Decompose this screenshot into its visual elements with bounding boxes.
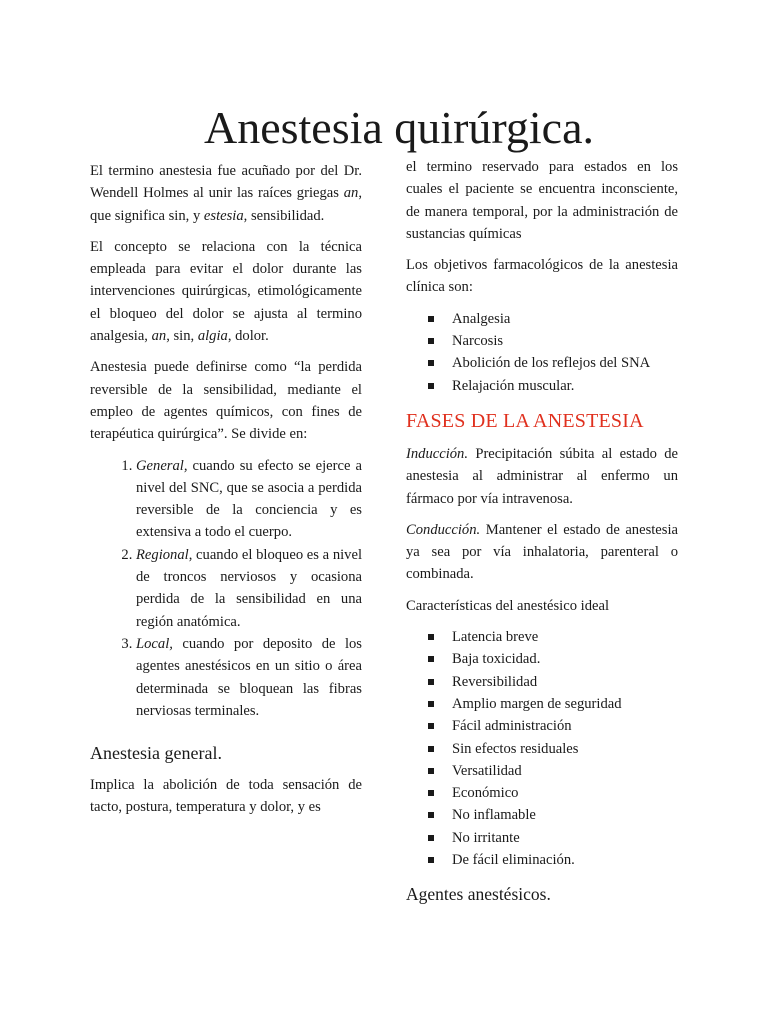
list-item-local: 3. Local, cuando por deposito de los agentes anestésicos en un sitio o área determinada se bloquean las fibras nerviosas terminales.	[136, 633, 362, 722]
list-item: Narcosis	[428, 330, 678, 352]
list-item: No inflamable	[428, 804, 678, 826]
paragraph-continuation: el termino reservado para estados en los cuales el paciente se encuentra inconsciente, de manera temporal, por la administración de sustancias químicas	[406, 159, 678, 242]
list-item: Latencia breve	[428, 626, 678, 648]
right-column	[406, 156, 678, 907]
left-column	[90, 160, 362, 828]
heading-agentes: Agentes anestésicos.	[406, 884, 551, 905]
list-item: De fácil eliminación.	[428, 849, 678, 871]
heading-anestesia-general: Anestesia general.	[90, 743, 222, 764]
characteristics-list	[406, 626, 678, 871]
list-item: Relajación muscular.	[428, 375, 678, 397]
list-item: Reversibilidad	[428, 671, 678, 693]
paragraph-conduccion: Conducción. Mantener el estado de anestesia ya sea por vía inhalatoria, parenteral o combinada.	[406, 521, 678, 583]
list-item: Analgesia	[428, 308, 678, 330]
paragraph-characteristics-intro: Características del anestésico ideal	[406, 597, 610, 614]
anesthesia-types-list	[90, 455, 362, 723]
list-item: Sin efectos residuales	[428, 738, 678, 760]
list-item: Económico	[428, 782, 678, 804]
paragraph-general-definition: Implica la abolición de toda sensación de tacto, postura, temperatura y dolor, y es	[90, 777, 362, 816]
paragraph-definition: Anestesia puede definirse como “la perdida reversible de la sensibilidad, mediante el empleo de agentes químicos, con fines de terapéutica quirúrgica”. Se divide en:	[90, 359, 362, 443]
paragraph-objectives-intro: Los objetivos farmacológicos de la anestesia clínica son:	[406, 257, 678, 296]
document-title: Anestesia quirúrgica.	[203, 102, 595, 153]
list-item: No irritante	[428, 827, 678, 849]
paragraph-concept: El concepto se relaciona con la técnica empleada para evitar el dolor durante las intervenciones quirúrgicas, etimológicamente el bloqueo del dolor se ajusta al termino analgesia, an, sin, algia, dolor.	[90, 238, 362, 345]
list-item: Amplio margen de seguridad	[428, 693, 678, 715]
paragraph-induccion: Inducción. Precipitación súbita al estado de anestesia al administrar al enfermo un fármaco por vía intravenosa.	[406, 445, 678, 507]
list-item: Baja toxicidad.	[428, 648, 678, 670]
objectives-list	[406, 308, 678, 397]
list-item-general: 1. General, cuando su efecto se ejerce a nivel del SNC, que se asocia a perdida reversible de la conciencia y es extensiva a todo el cuerpo.	[136, 455, 362, 544]
paragraph-etymology: El termino anestesia fue acuñado por del Dr. Wendell Holmes al unir las raíces griegas an, que significa sin, y estesia, sensibilidad.	[90, 163, 362, 224]
heading-fases: FASES DE LA ANESTESIA	[406, 409, 644, 432]
list-item-regional: 2. Regional, cuando el bloqueo es a nivel de troncos nerviosos y ocasiona perdida de la sensibilidad en una región anatómica.	[136, 544, 362, 633]
list-item: Fácil administración	[428, 715, 678, 737]
list-item: Versatilidad	[428, 760, 678, 782]
list-item: Abolición de los reflejos del SNA	[428, 352, 678, 374]
